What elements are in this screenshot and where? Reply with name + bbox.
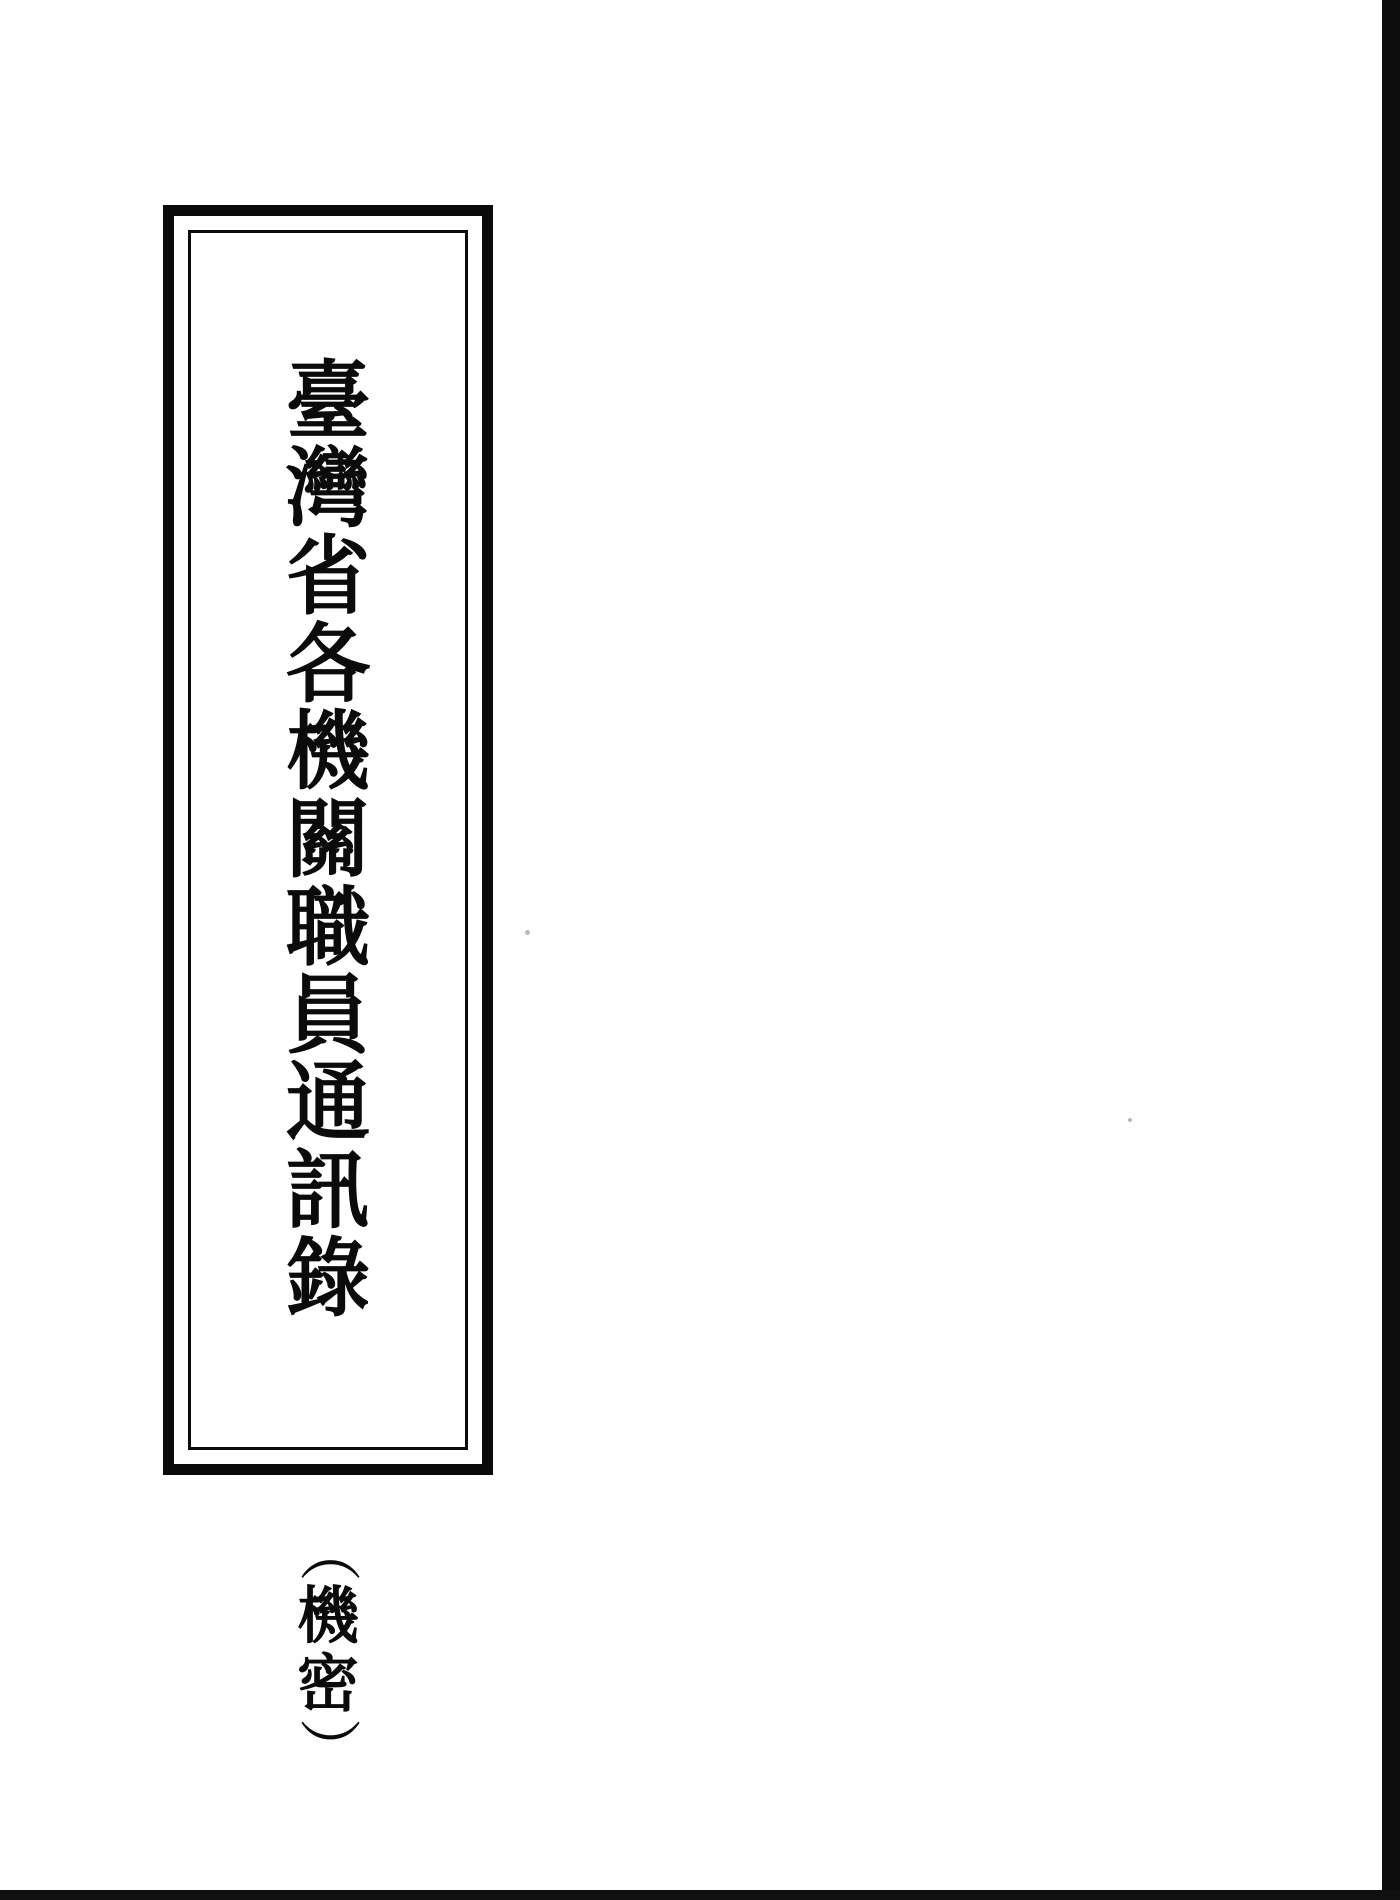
- title-char: 錄: [285, 1227, 371, 1329]
- title-cartouche: [163, 205, 493, 1475]
- classification-mark: [268, 1520, 388, 1780]
- classification-close-paren: ）: [291, 1717, 365, 1780]
- title-char: 各: [285, 613, 371, 715]
- title-char: 員: [285, 964, 371, 1066]
- title-char: 通: [285, 1052, 371, 1154]
- classification-char: 機: [296, 1578, 359, 1652]
- scan-speckle: [525, 930, 530, 935]
- title-char: 灣: [285, 438, 371, 540]
- title-char: 職: [285, 876, 371, 978]
- scan-edge-bottom: [0, 1890, 1400, 1900]
- title-char: 關: [285, 789, 371, 891]
- classification-open-paren: （: [291, 1519, 365, 1582]
- scan-speckle: [1128, 1118, 1132, 1122]
- scan-edge-right: [1382, 0, 1400, 1900]
- title-char: 機: [285, 701, 371, 803]
- title-cartouche-inner-rule: [188, 230, 468, 1450]
- vertical-title: [191, 233, 465, 1447]
- title-char: 訊: [285, 1140, 371, 1242]
- title-char: 省: [285, 525, 371, 627]
- title-char: 臺: [285, 350, 371, 452]
- classification-char: 密: [296, 1646, 359, 1720]
